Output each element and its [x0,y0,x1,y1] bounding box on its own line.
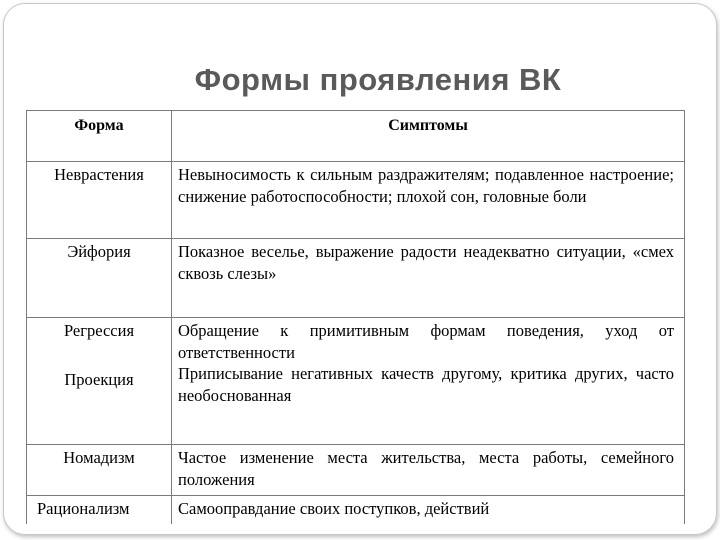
header-form: Форма [27,111,172,162]
symptoms-cell: Показное веселье, выражение радости неадекватно ситуации, «смех сквозь слезы» [172,239,685,318]
form-cell: Рационализм [27,496,172,525]
symptoms-cell-group [172,318,685,445]
table-row [27,445,685,496]
table-row [27,318,685,445]
symptoms-cell: Приписывание негативных качеств другому, критика других, часто необоснованная [178,364,674,405]
table-row [27,239,685,318]
form-cell: Номадизм [27,445,172,496]
slide-title: Формы проявления ВК [194,62,562,97]
symptoms-cell: Обращение к примитивным формам поведения, уход от ответственности [178,321,674,362]
forms-table [26,110,685,524]
table-header-row [27,111,685,162]
table-row [27,496,685,525]
symptoms-cell: Самооправдание своих поступков, действий [172,496,685,525]
form-cell: Эйфория [27,239,172,318]
form-cell: Регрессия [63,321,135,340]
form-cell-group [27,318,172,445]
header-symptoms: Симптомы [172,111,685,162]
form-cell: Неврастения [27,162,172,239]
symptoms-cell: Невыносимость к сильным раздражителям; подавленное настроение; снижение работоспособности; плохой сон, головные боли [172,162,685,239]
table-row [27,162,685,239]
form-cell: Проекция [64,369,134,389]
symptoms-cell: Частое изменение места жительства, места работы, семейного положения [172,445,685,496]
